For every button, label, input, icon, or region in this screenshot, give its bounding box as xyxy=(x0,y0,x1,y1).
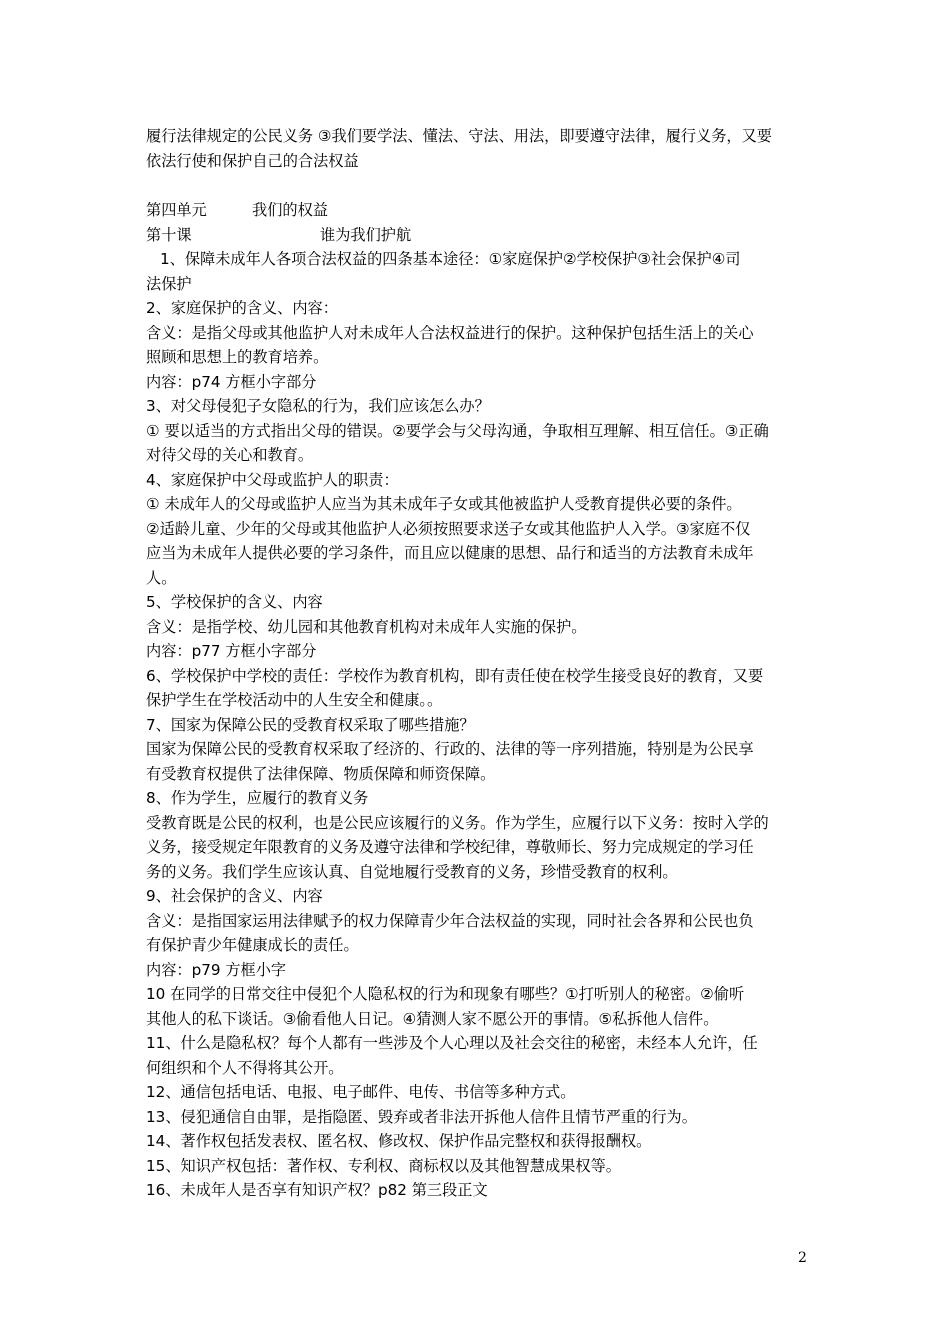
text-line: 14、著作权包括发表权、匿名权、修改权、保护作品完整权和获得报酬权。 xyxy=(146,1132,652,1150)
text-line: 人。 xyxy=(146,568,177,587)
text-line: 10 在同学的日常交往中侵犯个人隐私权的行为和现象有哪些？①打听别人的秘密。②偷听 xyxy=(146,985,745,1003)
text-line: 8、作为学生，应履行的教育义务 xyxy=(146,789,369,807)
text-line: 3、对父母侵犯子女隐私的行为，我们应该怎么办？ xyxy=(146,397,490,415)
unit-title: 我们的权益 xyxy=(252,201,328,219)
text-line: 应当为未成年人提供必要的学习条件，而且应以健康的思想、品行和适当的方法教育未成年 xyxy=(146,544,754,562)
text-line: 9、社会保护的含义、内容 xyxy=(146,887,323,905)
unit-label: 第四单元 xyxy=(146,201,207,219)
text-line: 国家为保障公民的受教育权采取了经济的、行政的、法律的等一序列措施，特别是为公民享 xyxy=(146,740,754,758)
text-line: 其他人的私下谈话。③偷看他人日记。④猜测人家不愿公开的事情。⑤私拆他人信件。 xyxy=(146,1009,719,1028)
text-line: 履行法律规定的公民义务 ③我们要学法、懂法、守法、用法，即要遵守法律，履行义务，又要 xyxy=(146,127,772,145)
document-body xyxy=(146,124,810,1203)
lesson-heading xyxy=(146,223,810,248)
text-line: 受教育既是公民的权利，也是公民应该履行的义务。作为学生，应履行以下义务：按时入学的 xyxy=(146,813,769,832)
text-line: 有保护青少年健康成长的责任。 xyxy=(146,936,359,954)
text-line: 含义：是指学校、幼儿园和其他教育机构对未成年人实施的保护。 xyxy=(146,617,587,636)
text-line: 1、保障未成年人各项合法权益的四条基本途径：①家庭保护②学校保护③社会保护④司 xyxy=(160,250,741,268)
text-line: 2、家庭保护的含义、内容： xyxy=(146,299,338,317)
text-line: 对待父母的关心和教育。 xyxy=(146,446,314,464)
text-line: 7、国家为保障公民的受教育权采取了哪些措施？ xyxy=(146,715,475,734)
text-line: 15、知识产权包括：著作权、专利权、商标权以及其他智慧成果权等。 xyxy=(146,1156,621,1175)
text-line: 依法行使和保护自己的合法权益 xyxy=(146,151,359,170)
text-line: 内容：p77 方框小字部分 xyxy=(146,642,317,660)
text-line: 12、通信包括电话、电报、电子邮件、电传、书信等多种方式。 xyxy=(146,1083,576,1101)
lesson-title: 谁为我们护航 xyxy=(320,225,412,244)
page-number: 2 xyxy=(798,1250,807,1266)
text-line: 16、未成年人是否享有知识产权？p82 第三段正文 xyxy=(146,1181,488,1199)
text-line: 照顾和思想上的教育培养。 xyxy=(146,348,329,366)
lesson-label: 第十课 xyxy=(146,225,192,244)
paragraph-gap xyxy=(146,173,810,198)
text-line: 内容：p74 方框小字部分 xyxy=(146,372,317,391)
text-line: 内容：p79 方框小字 xyxy=(146,960,287,979)
text-line: 有受教育权提供了法律保障、物质保障和师资保障。 xyxy=(146,764,496,783)
text-line: 义务，接受规定年限教育的义务及遵守法律和学校纪律，尊敬师长、努力完成规定的学习任 xyxy=(146,838,754,856)
text-line: 何组织和个人不得将其公开。 xyxy=(146,1058,344,1077)
text-line: 含义：是指父母或其他监护人对未成年人合法权益进行的保护。这种保护包括生活上的关心 xyxy=(146,323,754,342)
text-line: 5、学校保护的含义、内容 xyxy=(146,593,323,611)
text-line: 11、什么是隐私权？每个人都有一些涉及个人心理以及社会交往的秘密，未经本人允许，任 xyxy=(146,1034,758,1052)
text-line: 4、家庭保护中父母或监护人的职责： xyxy=(146,470,399,489)
text-line: 保护学生在学校活动中的人生安全和健康。。 xyxy=(146,691,443,709)
text-line: ① 未成年人的父母或监护人应当为其未成年子女或其他被监护人受教育提供必要的条件。 xyxy=(146,495,742,513)
text-line: 法保护 xyxy=(146,274,192,293)
text-line: 13、侵犯通信自由罪，是指隐匿、毁弃或者非法开拆他人信件且情节严重的行为。 xyxy=(146,1107,697,1126)
content-lines xyxy=(146,296,810,1203)
text-line: 6、学校保护中学校的责任：学校作为教育机构，即有责任使在校学生接受良好的教育，又要 xyxy=(146,666,764,685)
text-line: 含义：是指国家运用法律赋予的权力保障青少年合法权益的实现，同时社会各界和公民也负 xyxy=(146,911,754,930)
text-line: ① 要以适当的方式指出父母的错误。②要学会与父母沟通，争取相互理解、相互信任。③正确 xyxy=(146,421,769,440)
text-line: ②适龄儿童、少年的父母或其他监护人必须按照要求送子女或其他监护人入学。③家庭不仅 xyxy=(146,519,751,538)
text-line: 务的义务。我们学生应该认真、自觉地履行受教育的义务，珍惜受教育的权利。 xyxy=(146,862,678,881)
unit-heading xyxy=(146,198,810,223)
